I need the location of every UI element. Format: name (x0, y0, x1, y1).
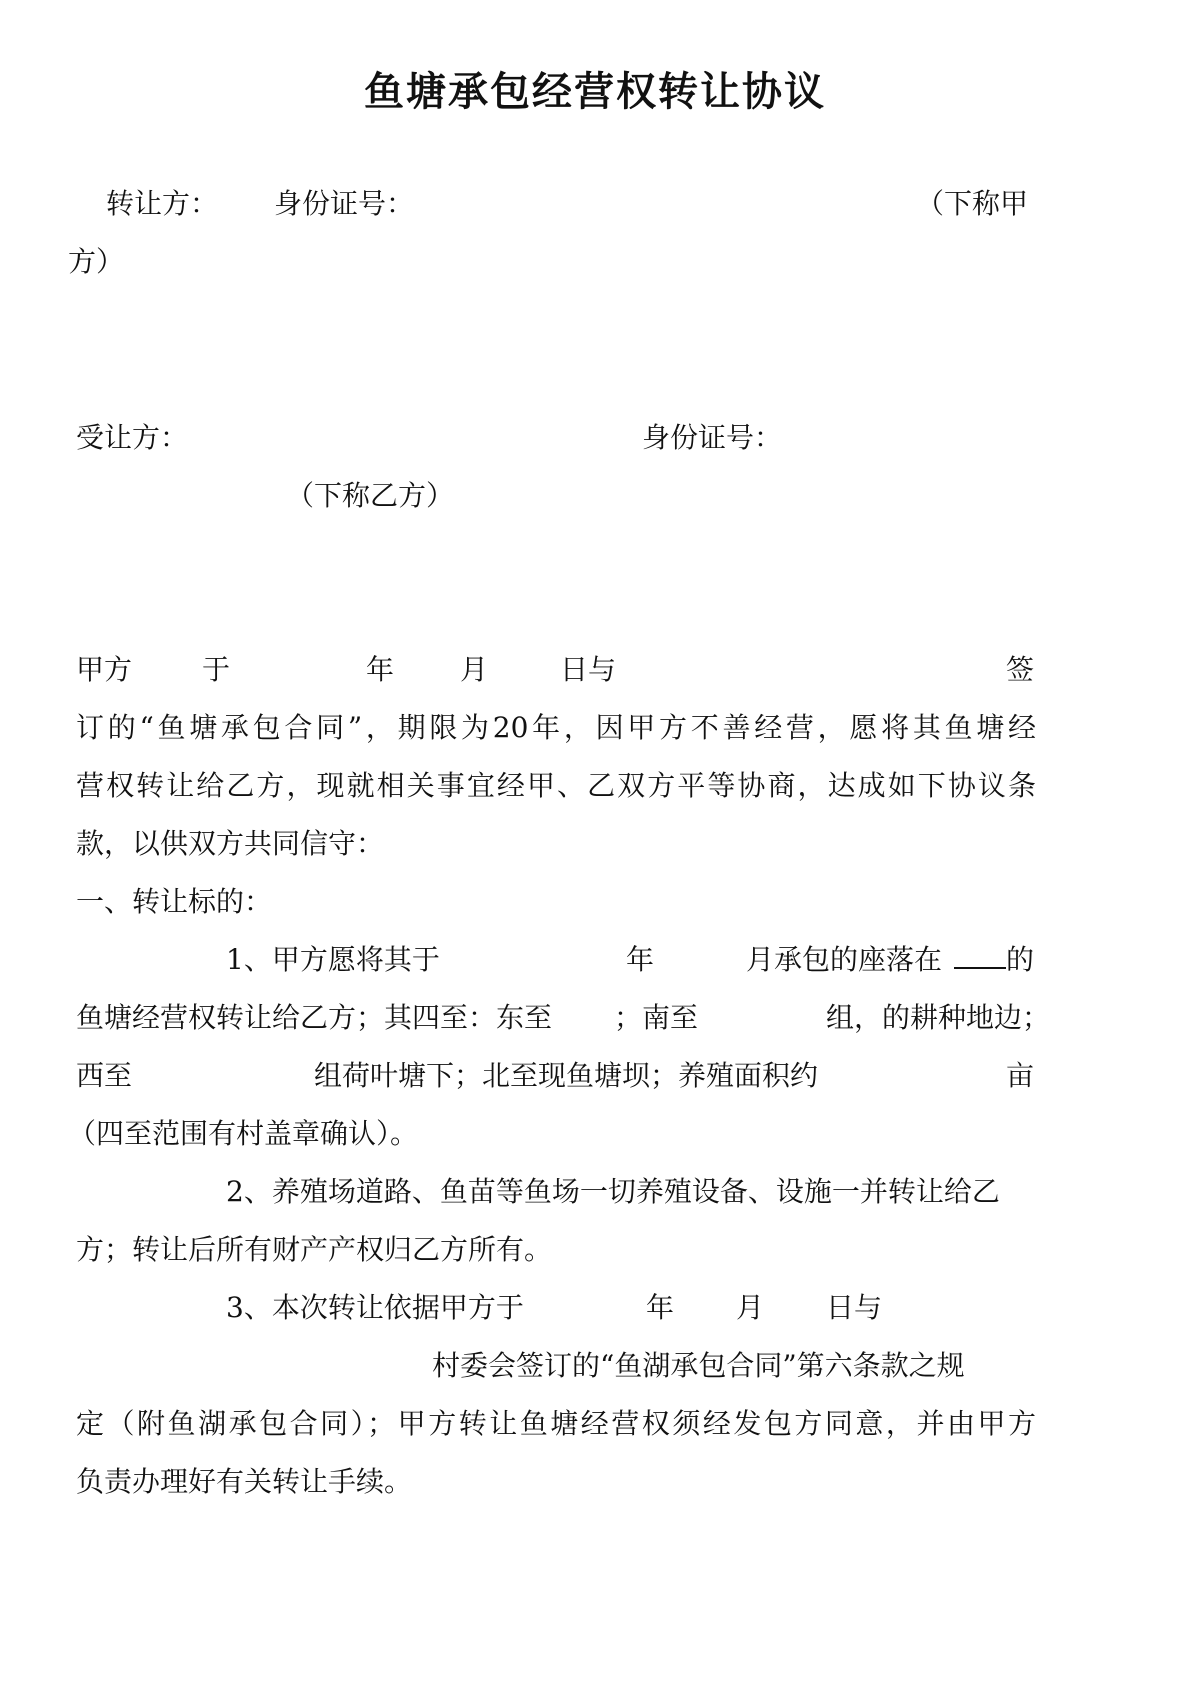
intro-line-4: 款，以供双方共同信守： (76, 827, 385, 860)
item2-line-2: 方；转让后所有财产产权归乙方所有。 (76, 1233, 553, 1266)
item1-word-g: 组，的耕种地边； (826, 1001, 1051, 1034)
intro-word-yue: 月 (460, 653, 489, 686)
intro-word-riyu: 日与 (560, 653, 617, 686)
transferee-id-label: 身份证号： (642, 421, 783, 454)
item3-line-4: 负责办理好有关转让手续。 (76, 1465, 413, 1498)
intro-line-2: 订的“鱼塘承包合同”，期限为20年，因甲方不善经营，愿将其鱼塘经 (76, 711, 1036, 744)
item1-word-f: ；南至 (614, 1001, 699, 1034)
transferor-id-label: 身份证号： (274, 187, 415, 220)
item3-word-a: 3、本次转让依据甲方于 (226, 1291, 524, 1324)
transferor-label: 转让方： (106, 187, 219, 220)
section-1-heading: 一、转让标的： (76, 885, 273, 918)
item1-word-h: 西至 (76, 1059, 133, 1092)
item1-word-d: 的 (1006, 943, 1035, 976)
transferee-alias: （下称乙方） (286, 479, 455, 512)
intro-word-nian: 年 (366, 653, 395, 686)
transferor-alias-part1: （下称甲 (916, 187, 1029, 220)
item3-word-c: 月 (736, 1291, 765, 1324)
intro-word-yu: 于 (202, 653, 231, 686)
intro-word-jiafang: 甲方 (76, 653, 133, 686)
item1-word-e: 鱼塘经营权转让给乙方；其四至：东至 (76, 1001, 553, 1034)
item2-line-1: 2、养殖场道路、鱼苗等鱼场一切养殖设备、设施一并转让给乙 (226, 1175, 1000, 1208)
item1-word-j: 亩 (1006, 1059, 1035, 1092)
item3-word-d: 日与 (826, 1291, 883, 1324)
item1-word-b: 年 (626, 943, 655, 976)
item1-blank-line (954, 940, 1006, 980)
item1-word-a: 1、甲方愿将其于 (226, 943, 440, 976)
item3-word-b: 年 (646, 1291, 675, 1324)
intro-line-3: 营权转让给乙方，现就相关事宜经甲、乙双方平等协商，达成如下协议条 (76, 769, 1036, 802)
document-title: 鱼塘承包经营权转让协议 (364, 69, 826, 115)
transferor-alias-part2: 方） (68, 245, 125, 278)
item3-line-3: 定（附鱼湖承包合同）；甲方转让鱼塘经营权须经发包方同意，并由甲方 (76, 1407, 1036, 1440)
item1-word-c: 月承包的座落在 (746, 943, 943, 976)
intro-word-qian: 签 (1006, 653, 1035, 686)
item3-line-2: 村委会签订的“鱼湖承包合同”第六条款之规 (432, 1349, 965, 1382)
item1-line-4: （四至范围有村盖章确认）。 (68, 1117, 419, 1150)
item1-word-i: 组荷叶塘下；北至现鱼塘坝；养殖面积约 (314, 1059, 819, 1092)
fill-in-blank (954, 941, 1006, 969)
transferee-label: 受让方： (76, 421, 189, 454)
